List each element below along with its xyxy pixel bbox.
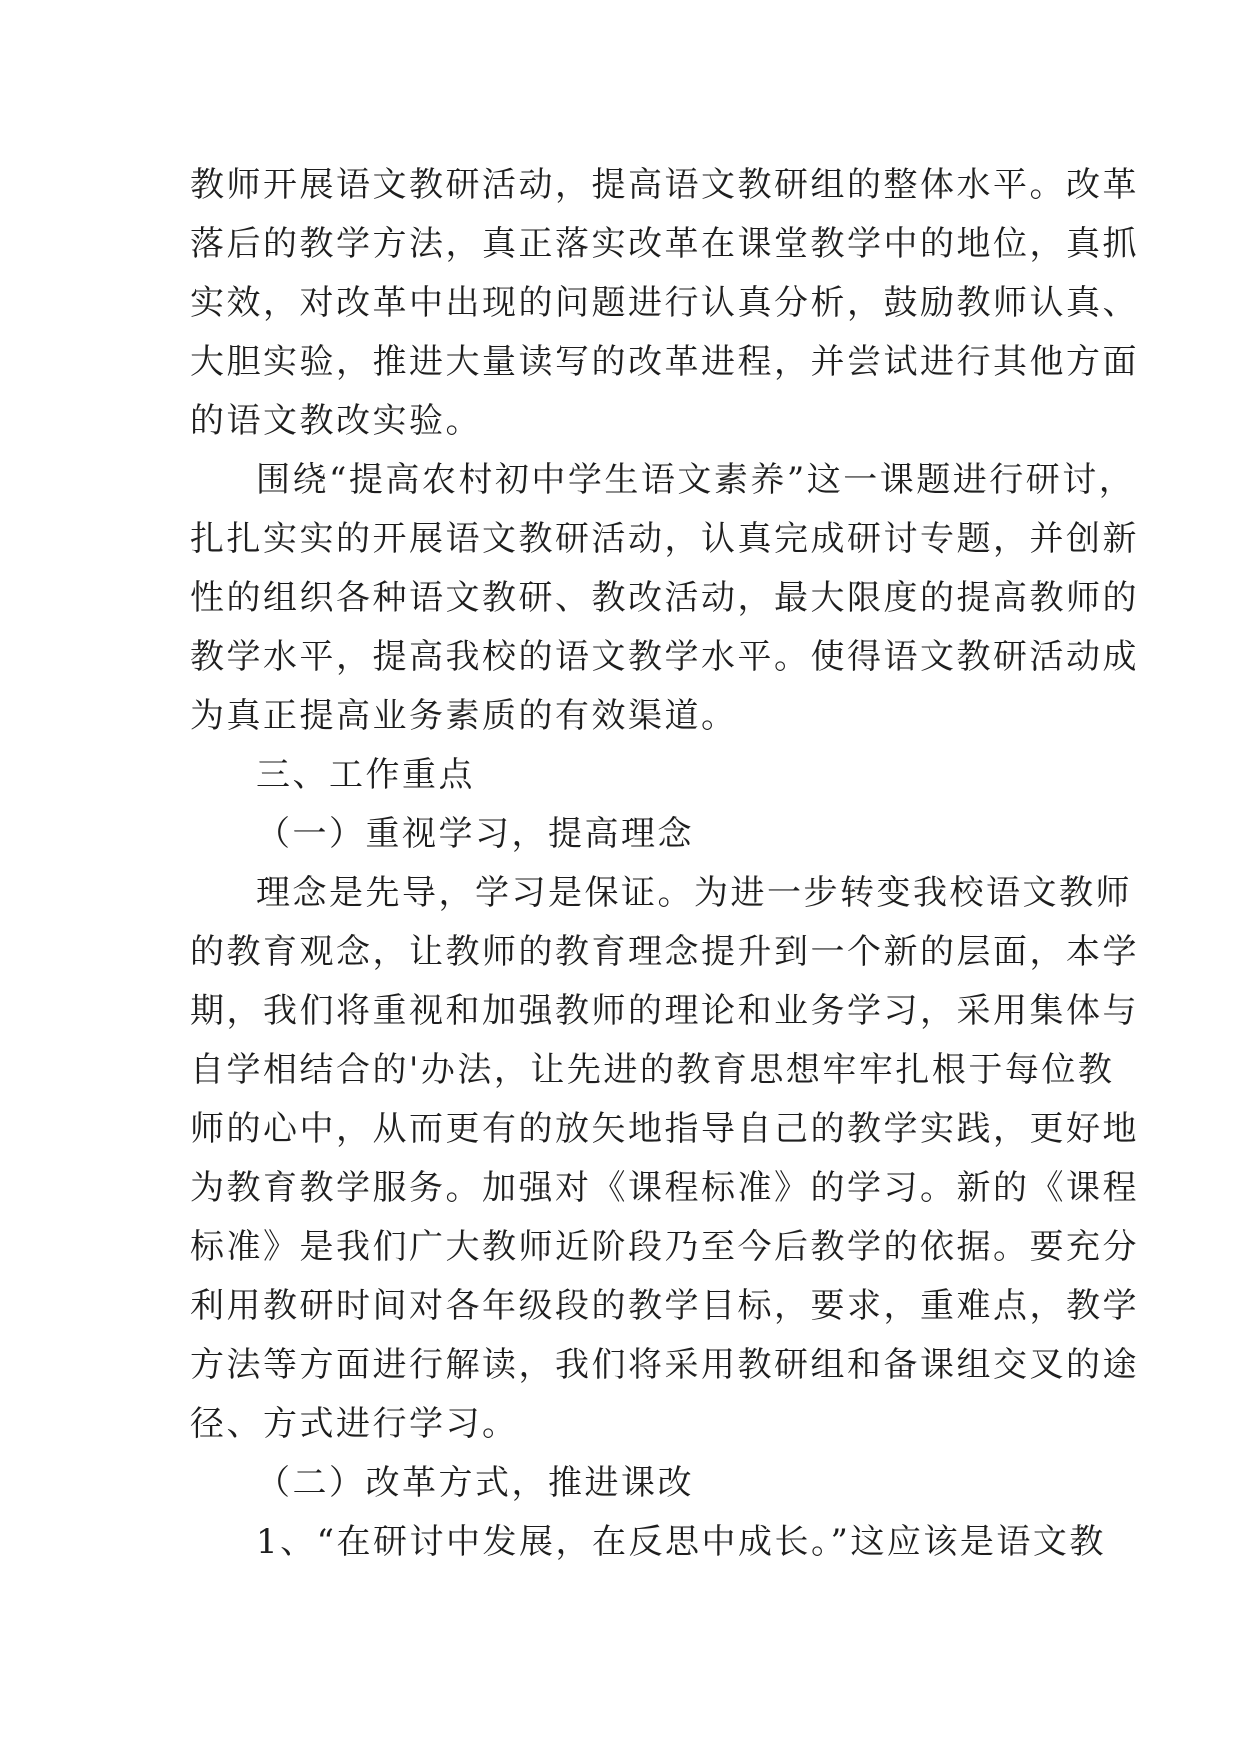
text-line: 教学水平，提高我校的语文教学水平。使得语文教研活动成 xyxy=(190,637,1139,677)
text-line: 为真正提高业务素质的有效渠道。 xyxy=(190,696,738,736)
text-line: 的语文教改实验。 xyxy=(190,401,482,441)
text-line: 径、方式进行学习。 xyxy=(190,1404,519,1444)
text-line: 方法等方面进行解读，我们将采用教研组和备课组交叉的途 xyxy=(190,1345,1139,1385)
paragraph-first-line: 理念是先导，学习是保证。为进一步转变我校语文教师 xyxy=(256,873,1132,913)
text-line: 为教育教学服务。加强对《课程标准》的学习。新的《课程 xyxy=(190,1168,1139,1208)
text-line: 标准》是我们广大教师近阶段乃至今后教学的依据。要充分 xyxy=(190,1227,1139,1267)
text-line: 利用教研时间对各年级段的教学目标，要求，重难点，教学 xyxy=(190,1286,1139,1326)
text-line: 师的心中，从而更有的放矢地指导自己的教学实践，更好地 xyxy=(190,1109,1139,1149)
paragraph-first-line: 1、“在研讨中发展，在反思中成长。”这应该是语文教 xyxy=(256,1522,1106,1562)
text-line: 落后的教学方法，真正落实改革在课堂教学中的地位，真抓 xyxy=(190,224,1139,264)
text-line: 扎扎实实的开展语文教研活动，认真完成研讨专题，并创新 xyxy=(190,519,1139,559)
subsection-heading: （一）重视学习，提高理念 xyxy=(256,814,694,854)
text-line: 实效，对改革中出现的问题进行认真分析，鼓励教师认真、 xyxy=(190,283,1139,323)
paragraph-first-line: 围绕“提高农村初中学生语文素养”这一课题进行研讨， xyxy=(256,460,1136,500)
text-line: 性的组织各种语文教研、教改活动，最大限度的提高教师的 xyxy=(190,578,1139,618)
text-line: 教师开展语文教研活动，提高语文教研组的整体水平。改革 xyxy=(190,165,1139,205)
section-heading: 三、工作重点 xyxy=(256,755,475,795)
text-line: 自学相结合的'办法，让先进的教育思想牢牢扎根于每位教 xyxy=(190,1050,1115,1090)
subsection-heading: （二）改革方式，推进课改 xyxy=(256,1463,694,1503)
text-line: 的教育观念，让教师的教育理念提升到一个新的层面，本学 xyxy=(190,932,1139,972)
text-line: 期，我们将重视和加强教师的理论和业务学习，采用集体与 xyxy=(190,991,1139,1031)
text-line: 大胆实验，推进大量读写的改革进程，并尝试进行其他方面 xyxy=(190,342,1139,382)
document-body xyxy=(190,156,1139,1572)
